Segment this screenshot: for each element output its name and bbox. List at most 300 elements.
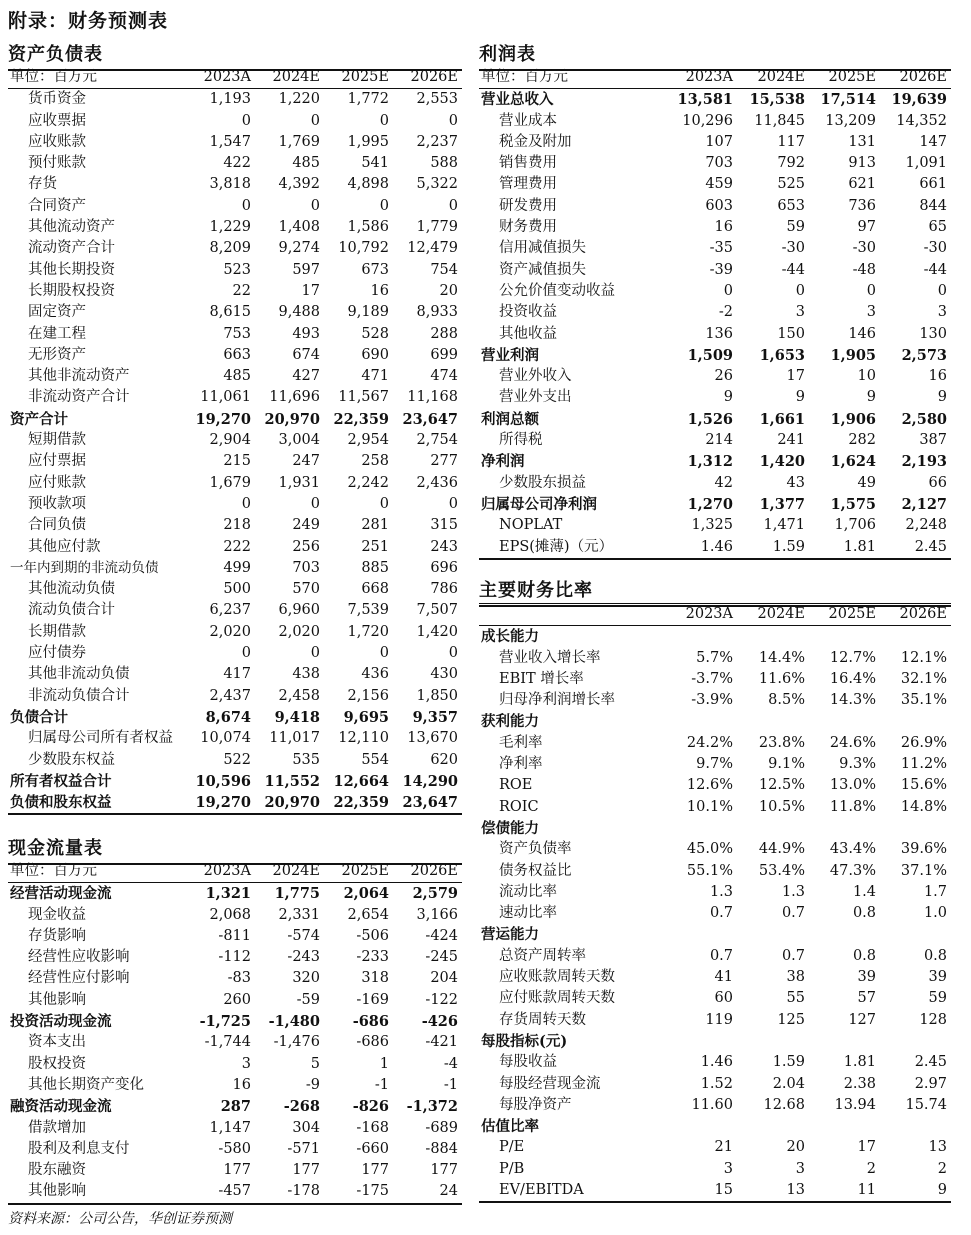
table-row	[8, 579, 462, 600]
cell-value: 621	[848, 176, 876, 193]
row-label: 经营活动现金流	[10, 885, 112, 903]
table-row	[479, 1159, 951, 1180]
cell-value: 177	[430, 1162, 458, 1179]
cell-value: 131	[848, 133, 876, 150]
cell-value: 0	[310, 197, 320, 214]
row-label: 成长能力	[481, 628, 539, 646]
cell-value: 60	[714, 990, 733, 1007]
cell-value: 47.3%	[829, 862, 876, 879]
table-row	[479, 515, 951, 536]
cell-value: 150	[777, 325, 805, 342]
cell-value: 9	[723, 389, 733, 406]
row-label: 归属母公司净利润	[481, 495, 597, 513]
cell-value: -1,480	[268, 1013, 320, 1031]
cell-value: -169	[356, 991, 389, 1008]
table-row	[8, 968, 462, 989]
cell-value: 59	[928, 990, 947, 1007]
cell-value: 218	[223, 517, 251, 534]
header-year: 2025E	[809, 604, 880, 626]
table-row	[8, 238, 462, 259]
cell-value: 241	[777, 432, 805, 449]
cell-value	[665, 711, 737, 732]
row-label: 其他流动负债	[28, 581, 115, 598]
cell-value: 1,220	[278, 91, 320, 108]
cell-value: -686	[352, 1013, 389, 1031]
cell-value: 2,458	[278, 687, 320, 704]
cell-value: -426	[421, 1013, 458, 1031]
cell-value: -811	[218, 927, 251, 944]
cell-value: 1,850	[416, 687, 458, 704]
cell-value: 215	[223, 453, 251, 470]
header-year: 2023A	[186, 67, 255, 89]
row-label: 每股指标(元)	[481, 1032, 568, 1050]
cell-value: 315	[430, 517, 458, 534]
row-label: 资本支出	[28, 1034, 86, 1051]
cell-value: 117	[777, 133, 805, 150]
cell-value: 5	[310, 1055, 320, 1072]
cell-value: 12.7%	[829, 649, 876, 666]
table-row	[8, 686, 462, 707]
row-label: EV/EBITDA	[479, 1180, 665, 1202]
cell-value: 8,933	[416, 304, 458, 321]
cell-value: 13,670	[407, 730, 458, 747]
row-label: 营业成本	[499, 112, 557, 129]
row-label: 研发费用	[499, 197, 557, 214]
row-label: 营业利润	[481, 346, 539, 364]
cell-value: 15	[665, 1180, 737, 1202]
table-row	[479, 797, 951, 818]
income-statement-title	[479, 40, 951, 66]
row-label: 其他影响	[28, 991, 86, 1008]
cell-value: 3	[241, 1055, 251, 1072]
table-row	[8, 196, 462, 217]
row-label: 所有者权益合计	[10, 772, 112, 790]
table-row	[479, 669, 951, 690]
cell-value: -268	[283, 1098, 320, 1116]
table-row	[479, 818, 951, 839]
table-row	[8, 558, 462, 579]
cell-value: 493	[292, 325, 320, 342]
cell-value: 66	[928, 474, 947, 491]
cell-value: -35	[709, 240, 733, 257]
cell-value: 44.9%	[758, 841, 805, 858]
cell-value: -122	[425, 991, 458, 1008]
cell-value: 9,189	[347, 304, 389, 321]
cell-value: 55.1%	[686, 862, 733, 879]
cell-value: 0	[379, 112, 389, 129]
cell-value: -571	[287, 1140, 320, 1157]
cell-value: 19,270	[186, 792, 255, 814]
cell-value: 9.1%	[768, 756, 805, 773]
table-row	[8, 1118, 462, 1139]
row-label: NOPLAT	[499, 517, 563, 534]
balance-sheet-title-text: 资产负债表	[8, 44, 103, 65]
table-row	[479, 473, 951, 494]
cell-value: 57	[857, 990, 876, 1007]
cell-value: 0	[448, 197, 458, 214]
cell-value: -580	[218, 1140, 251, 1157]
cell-value: 2,248	[905, 517, 947, 534]
cell-value: 2,020	[209, 623, 251, 640]
cell-value: -506	[356, 927, 389, 944]
cell-value: -30	[852, 240, 876, 257]
cell-value: 696	[430, 559, 458, 576]
table-row	[479, 260, 951, 281]
source-footnote: 资料来源：公司公告，华创证券预测	[8, 1211, 232, 1227]
cell-value: 177	[223, 1162, 251, 1179]
row-label: 应付票据	[28, 453, 86, 470]
table-row	[8, 345, 462, 366]
cell-value: 19,270	[195, 410, 251, 428]
table-header-row	[479, 67, 951, 89]
cash-flow-table	[8, 861, 462, 1205]
row-label: 一年内到期的非流动负债	[10, 559, 159, 576]
row-label: 每股收益	[499, 1054, 557, 1071]
cell-value: -1,744	[204, 1034, 251, 1051]
cell-value: 1,679	[209, 474, 251, 491]
cell-value: 59	[786, 219, 805, 236]
cell-value: 1.4	[852, 883, 876, 900]
table-row	[8, 537, 462, 558]
cell-value: 11.2%	[900, 756, 947, 773]
cell-value: -243	[287, 949, 320, 966]
cell-value: 1,377	[759, 495, 805, 513]
cell-value: 11,061	[200, 389, 251, 406]
cell-value: 146	[848, 325, 876, 342]
row-label: 经营性应付影响	[28, 970, 130, 987]
row-label: 偿债能力	[481, 819, 539, 837]
cell-value: 0.8	[923, 947, 947, 964]
cell-value: 3	[937, 304, 947, 321]
cell-value: 1.46	[665, 537, 737, 559]
cell-value: 243	[430, 538, 458, 555]
table-row	[8, 1032, 462, 1053]
cell-value: 65	[928, 219, 947, 236]
cell-value: 0	[448, 112, 458, 129]
table-row	[8, 217, 462, 238]
cell-value: 37.1%	[900, 862, 947, 879]
table-row	[8, 515, 462, 536]
row-label: 其他非流动负债	[28, 666, 130, 683]
cell-value: 125	[777, 1011, 805, 1028]
table-row	[8, 451, 462, 472]
row-label: 合同资产	[28, 197, 86, 214]
cell-value: 281	[361, 517, 389, 534]
cell-value: 7,507	[416, 602, 458, 619]
row-label: 存货	[28, 176, 57, 193]
cell-value: 885	[361, 559, 389, 576]
cell-value: 10,792	[338, 240, 389, 257]
cell-value: 17	[301, 282, 320, 299]
cell-value: 0	[241, 112, 251, 129]
cell-value: 0	[379, 645, 389, 662]
cell-value: 204	[430, 970, 458, 987]
cell-value: 19,639	[891, 91, 947, 109]
row-label: 经营性应收影响	[28, 949, 130, 966]
cell-value: 620	[430, 751, 458, 768]
cell-value: 4,392	[278, 176, 320, 193]
cell-value: 1,270	[687, 495, 733, 513]
cell-value: 9,488	[278, 304, 320, 321]
cell-value: 844	[919, 197, 947, 214]
cell-value: 1,312	[687, 453, 733, 471]
row-label: 其他非流动资产	[28, 368, 130, 385]
row-label: 获利能力	[481, 713, 539, 731]
cell-value: 0	[310, 112, 320, 129]
cell-value: 24.6%	[829, 734, 876, 751]
cell-value	[880, 818, 951, 839]
cell-value: 471	[361, 368, 389, 385]
cell-value: 9	[880, 1180, 951, 1202]
cell-value: 673	[361, 261, 389, 278]
cell-value: 130	[919, 325, 947, 342]
header-year: 2023A	[665, 604, 737, 626]
cell-value: 32.1%	[900, 670, 947, 687]
table-row	[479, 775, 951, 796]
cell-value	[737, 626, 809, 648]
cell-value: 17	[857, 1139, 876, 1156]
cell-value: 3	[795, 1160, 805, 1177]
cell-value: 1,772	[347, 91, 389, 108]
cell-value: 2,156	[347, 687, 389, 704]
cell-value: 500	[223, 581, 251, 598]
table-row	[8, 990, 462, 1011]
cell-value: 1,653	[759, 346, 805, 364]
row-label: 非流动资产合计	[28, 389, 130, 406]
cell-value: -424	[425, 927, 458, 944]
table-header-row	[479, 604, 951, 626]
table-row	[8, 494, 462, 515]
cell-value: 14.3%	[829, 692, 876, 709]
cell-value	[809, 924, 880, 945]
cell-value: 249	[292, 517, 320, 534]
cell-value: 11,168	[407, 389, 458, 406]
cell-value: 0	[379, 197, 389, 214]
cell-value: 2,573	[901, 346, 947, 364]
cell-value: 42	[714, 474, 733, 491]
row-label: 存货影响	[28, 927, 86, 944]
row-label: 利润总额	[481, 410, 539, 428]
row-label: 短期借款	[28, 432, 86, 449]
cell-value	[737, 818, 809, 839]
row-label: 其他收益	[499, 325, 557, 342]
cell-value: 119	[705, 1011, 733, 1028]
cell-value	[665, 818, 737, 839]
row-label: P/B	[499, 1160, 525, 1177]
cell-value: 10,074	[200, 730, 251, 747]
cell-value: 10.1%	[686, 798, 733, 815]
row-label: 每股净资产	[499, 1096, 572, 1113]
cell-value: 12.1%	[900, 649, 947, 666]
table-row	[479, 409, 951, 430]
cell-value: 2,654	[347, 906, 389, 923]
row-label: 负债和股东权益	[8, 792, 186, 814]
table-row	[8, 883, 462, 905]
cell-value: -30	[923, 240, 947, 257]
cell-value: 0	[795, 282, 805, 299]
cell-value: 699	[430, 346, 458, 363]
cell-value: 11.60	[691, 1096, 733, 1113]
cell-value: 474	[430, 368, 458, 385]
cell-value: -44	[781, 261, 805, 278]
cell-value: 214	[705, 432, 733, 449]
row-label: 应收账款	[28, 133, 86, 150]
table-row	[479, 1095, 951, 1116]
cell-value	[809, 1116, 880, 1137]
cell-value: -1,372	[406, 1098, 458, 1116]
cell-value	[880, 626, 951, 648]
row-label: 归属母公司所有者权益	[28, 730, 173, 747]
cell-value	[809, 1031, 880, 1052]
cell-value: 21	[714, 1139, 733, 1156]
row-label: 股权投资	[28, 1055, 86, 1072]
table-row	[479, 754, 951, 775]
cell-value: -44	[923, 261, 947, 278]
cell-value: 8,674	[205, 708, 251, 726]
cell-value: 522	[223, 751, 251, 768]
cell-value: 9,695	[343, 708, 389, 726]
ratios-title-text: 主要财务比率	[479, 580, 593, 601]
cell-value: 459	[705, 176, 733, 193]
table-row	[8, 622, 462, 643]
cell-value: 177	[361, 1162, 389, 1179]
cell-value: 277	[430, 453, 458, 470]
cell-value: 1,575	[830, 495, 876, 513]
row-label: 其他应付款	[28, 538, 101, 555]
row-label: 总资产周转率	[499, 947, 586, 964]
cash-flow-title-text: 现金流量表	[8, 838, 103, 859]
cell-value: 0	[241, 197, 251, 214]
cell-value: 436	[361, 666, 389, 683]
cell-value: 13	[737, 1180, 809, 1202]
header-year: 2025E	[809, 67, 880, 89]
cell-value: 3,818	[209, 176, 251, 193]
row-label: 所得税	[499, 432, 543, 449]
table-row	[479, 861, 951, 882]
header-year: 2025E	[324, 67, 393, 89]
row-label: 应付债券	[28, 645, 86, 662]
cell-value: 2.45	[880, 537, 951, 559]
cell-value: 10,296	[682, 112, 733, 129]
table-row	[8, 132, 462, 153]
row-label: 资产负债率	[499, 841, 572, 858]
row-label: 应付账款周转天数	[499, 990, 615, 1007]
cell-value: -3.9%	[691, 692, 733, 709]
cell-value: 128	[919, 1011, 947, 1028]
header-year: 2026E	[393, 67, 462, 89]
cell-value: 11,696	[269, 389, 320, 406]
table-row	[8, 926, 462, 947]
cell-value: 913	[848, 155, 876, 172]
cell-value: 23.8%	[758, 734, 805, 751]
cell-value: 11,567	[338, 389, 389, 406]
cell-value	[809, 711, 880, 732]
table-row	[479, 387, 951, 408]
cell-value: 251	[361, 538, 389, 555]
table-row	[8, 1160, 462, 1181]
row-label: 股东融资	[28, 1162, 86, 1179]
table-row	[8, 260, 462, 281]
cell-value: 320	[292, 970, 320, 987]
row-label: 在建工程	[28, 325, 86, 342]
table-row	[8, 89, 462, 111]
cell-value: -1,725	[199, 1013, 251, 1031]
row-label: 营业外收入	[499, 368, 572, 385]
cell-value: 3	[795, 304, 805, 321]
cell-value: 2,020	[278, 623, 320, 640]
cell-value: 55	[786, 990, 805, 1007]
page-title: 附录：财务预测表	[8, 10, 169, 32]
table-row	[8, 707, 462, 728]
cell-value: 1,931	[278, 474, 320, 491]
table-header-row	[8, 67, 462, 89]
cell-value: -178	[255, 1181, 324, 1203]
cell-value: 1.3	[709, 883, 733, 900]
cell-value: 1,321	[205, 885, 251, 903]
table-row	[479, 967, 951, 988]
cell-value: -59	[296, 991, 320, 1008]
cell-value: 703	[292, 559, 320, 576]
cell-value: 2.45	[914, 1054, 947, 1071]
table-row	[8, 281, 462, 302]
cell-value: 258	[361, 453, 389, 470]
cell-value: 39	[928, 969, 947, 986]
cell-value: 147	[919, 133, 947, 150]
cell-value: 2,064	[343, 885, 389, 903]
cell-value: 0.8	[852, 947, 876, 964]
cell-value: 427	[292, 368, 320, 385]
cell-value: 20,970	[264, 410, 320, 428]
cell-value: 1.81	[809, 537, 880, 559]
row-label: 长期借款	[28, 623, 86, 640]
cell-value: 0.7	[781, 905, 805, 922]
row-label: 投资收益	[499, 304, 557, 321]
cell-value: 0.7	[709, 947, 733, 964]
cell-value	[880, 711, 951, 732]
table-row	[479, 89, 951, 111]
cell-value: -1	[443, 1076, 458, 1093]
cell-value: 14,290	[402, 772, 458, 790]
cell-value: 24.2%	[686, 734, 733, 751]
cell-value: 603	[705, 197, 733, 214]
header-year: 2026E	[393, 861, 462, 883]
cell-value: 0	[866, 282, 876, 299]
cell-value: 2,068	[209, 906, 251, 923]
cell-value: 2.04	[772, 1075, 805, 1092]
cell-value: 0.8	[852, 905, 876, 922]
row-label: 预收款项	[28, 495, 86, 512]
cell-value: 282	[848, 432, 876, 449]
cell-value: 2	[866, 1160, 876, 1177]
row-label: 其他长期资产变化	[28, 1076, 144, 1093]
table-row	[479, 882, 951, 903]
header-year: 2024E	[255, 861, 324, 883]
cell-value: 5.7%	[696, 649, 733, 666]
row-label: 负债合计	[10, 708, 68, 726]
cell-value: 6,237	[209, 602, 251, 619]
table-row	[479, 648, 951, 669]
cell-value: 753	[223, 325, 251, 342]
row-label: 归母净利润增长率	[499, 692, 615, 709]
cell-value: 2,242	[347, 474, 389, 491]
cell-value: 3	[866, 304, 876, 321]
cell-value: 1.7	[923, 883, 947, 900]
table-row	[479, 302, 951, 323]
row-label: 税金及附加	[499, 133, 572, 150]
cell-value: 1,420	[759, 453, 805, 471]
cell-value: 14.8%	[900, 798, 947, 815]
cell-value: 22,359	[324, 792, 393, 814]
